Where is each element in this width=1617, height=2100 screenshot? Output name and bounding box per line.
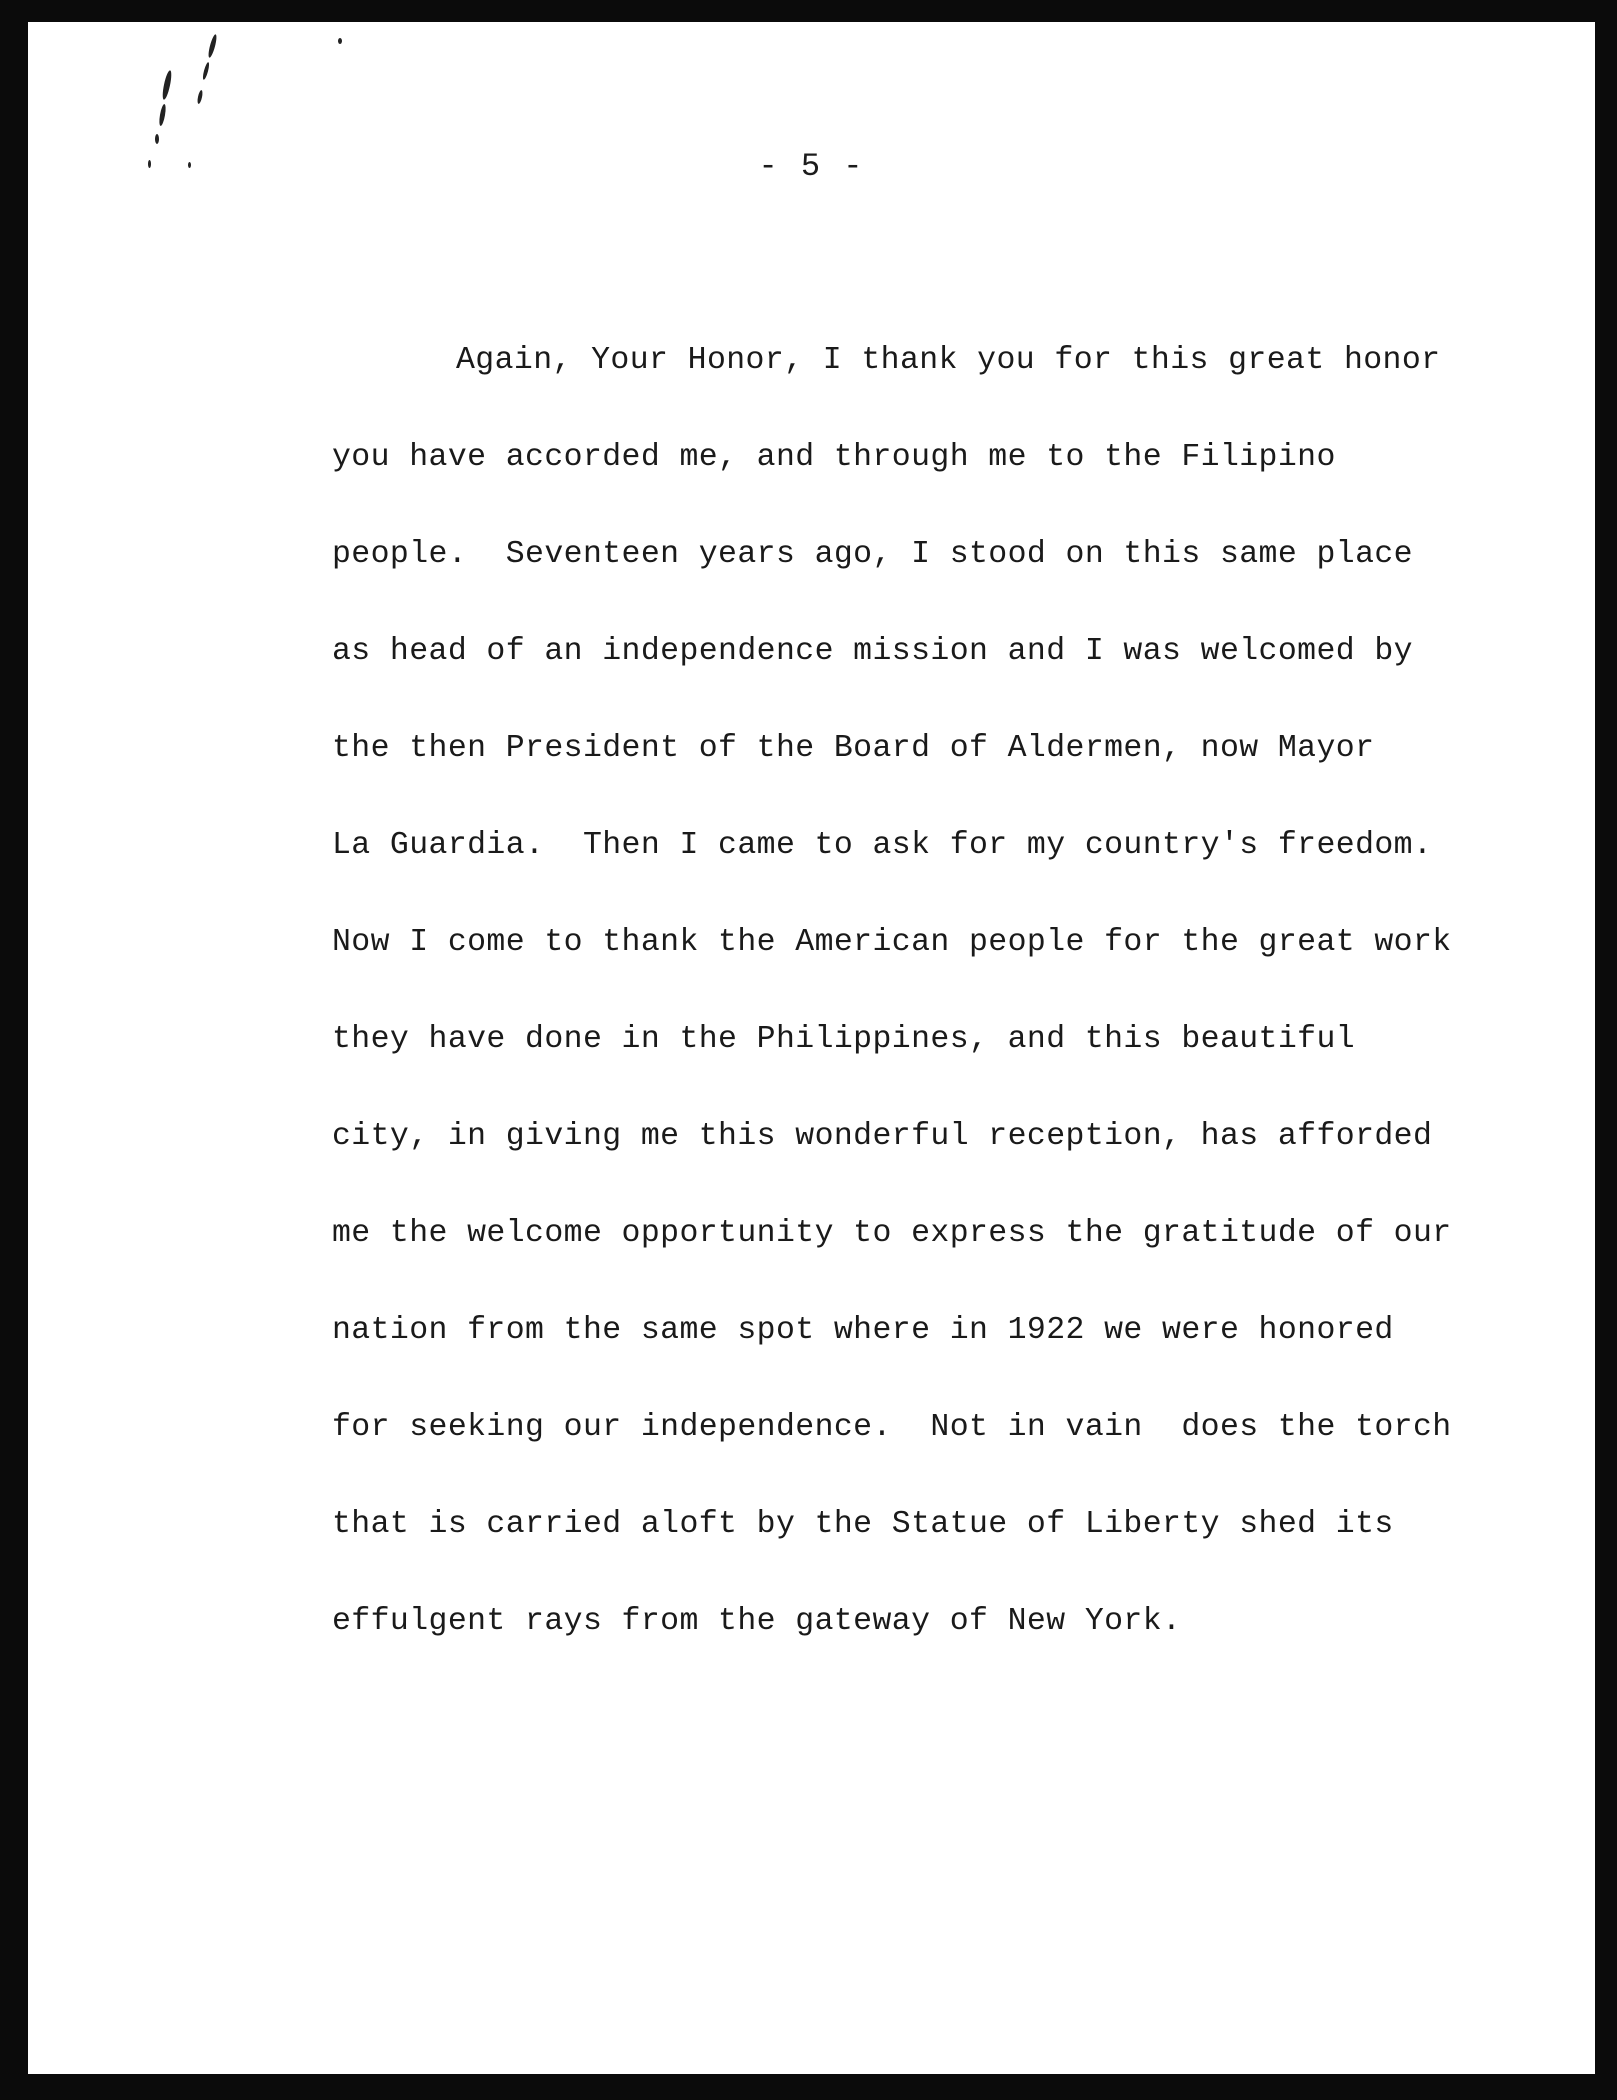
text-line: Again, Your Honor, I thank you for this great honor	[456, 343, 1441, 378]
text-line: me the welcome opportunity to express the gratitude of our	[332, 1216, 1452, 1251]
body-text	[332, 329, 1532, 1687]
ink-smudge	[158, 104, 167, 127]
page-number: - 5 -	[758, 148, 865, 185]
text-line: people. Seventeen years ago, I stood on this same place	[332, 537, 1413, 572]
ink-smudge	[207, 34, 218, 58]
ink-smudge	[161, 70, 173, 101]
text-line: they have done in the Philippines, and this beautiful	[332, 1022, 1356, 1057]
text-line: as head of an independence mission and I was welcomed by	[332, 634, 1413, 669]
ink-smudge	[155, 134, 159, 144]
text-line: that is carried aloft by the Statue of Liberty shed its	[332, 1507, 1394, 1542]
ink-smudge	[202, 62, 211, 80]
document-page	[28, 22, 1595, 2074]
text-line: La Guardia. Then I came to ask for my country's freedom.	[332, 828, 1433, 863]
text-line: the then President of the Board of Aldermen, now Mayor	[332, 731, 1375, 766]
text-line: city, in giving me this wonderful reception, has afforded	[332, 1119, 1433, 1154]
ink-smudge	[197, 90, 204, 105]
text-line: you have accorded me, and through me to the Filipino	[332, 440, 1336, 475]
text-line: effulgent rays from the gateway of New York.	[332, 1604, 1182, 1639]
text-line: for seeking our independence. Not in vain does the torch	[332, 1410, 1452, 1445]
ink-smudge	[338, 38, 342, 44]
text-line: nation from the same spot where in 1922 we were honored	[332, 1313, 1394, 1348]
text-line: Now I come to thank the American people for the great work	[332, 925, 1452, 960]
